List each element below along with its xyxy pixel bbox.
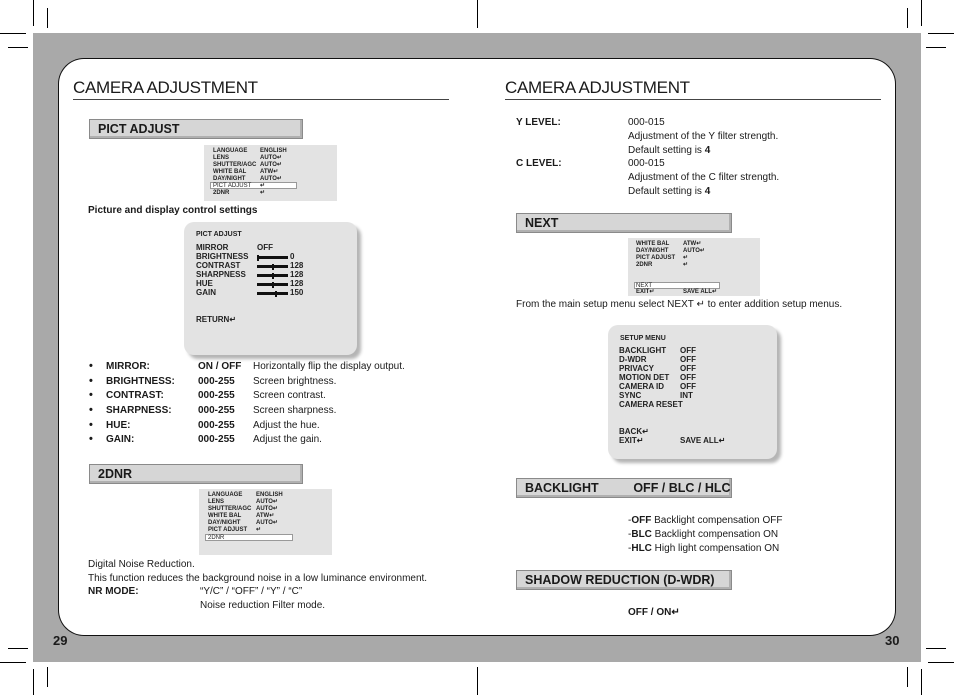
osd-value: AUTO↵ (260, 155, 282, 161)
option-code: OFF (631, 515, 652, 526)
osd-label: SHUTTER/AGC (213, 162, 257, 168)
osd-value: ENGLISH (260, 148, 287, 154)
nr-mode-label: NR MODE: (88, 586, 139, 597)
osd-label: SYNC (619, 391, 642, 400)
crop-mark (477, 0, 478, 28)
osd-label: WHITE BAL (636, 241, 670, 247)
c-level-desc: Adjustment of the C filter strength. (628, 172, 780, 183)
osd-value: 128 (290, 279, 304, 288)
osd-main-menu-screenshot (204, 145, 337, 201)
osd-value: INT (680, 391, 693, 400)
bullet-desc: Adjust the hue. (253, 420, 320, 431)
osd-label: HUE (196, 279, 213, 288)
osd-value: AUTO↵ (256, 499, 278, 505)
backlight-option-off: -OFF Backlight compensation OFF (628, 515, 783, 526)
osd-label: WHITE BAL (213, 169, 247, 175)
crop-mark (33, 0, 34, 26)
bullet-label: GAIN: (106, 434, 135, 445)
osd-value: OFF (680, 346, 696, 355)
bullet-desc: Adjust the gain. (253, 434, 322, 445)
osd-value: ATW↵ (683, 241, 702, 247)
bullet-dot: • (89, 433, 93, 445)
dnr-description-line2: This function reduces the background noise in a low luminance environment. (88, 573, 428, 584)
osd-label: CAMERA ID (619, 382, 665, 391)
osd-value: ↵ (683, 262, 689, 268)
dnr-description-line1: Digital Noise Reduction. (88, 559, 195, 570)
section-header-2dnr: 2DNR (89, 464, 303, 484)
y-level-label: Y LEVEL: (516, 117, 561, 128)
osd-value: 128 (290, 270, 304, 279)
option-desc: Backlight compensation ON (651, 529, 779, 540)
nr-mode-desc: Noise reduction Filter mode. (200, 600, 326, 611)
bullet-label: CONTRAST: (106, 390, 164, 401)
nr-mode-values: “Y/C” / “OFF” / “Y” / “C” (200, 586, 303, 597)
osd-value: OFF (680, 355, 696, 364)
bullet-desc: Horizontally flip the display output. (253, 361, 405, 372)
bullet-dot: • (89, 375, 93, 387)
bullet-dot: • (89, 419, 93, 431)
osd-label: WHITE BAL (208, 513, 242, 519)
osd-value: OFF (680, 364, 696, 373)
bullet-label: HUE: (106, 420, 131, 431)
y-level-range: 000-015 (628, 117, 665, 128)
osd-title: SETUP MENU (620, 335, 666, 342)
title-rule (73, 99, 449, 100)
osd-value: AUTO↵ (256, 520, 278, 526)
c-level-range: 000-015 (628, 158, 665, 169)
osd-save-all: SAVE ALL↵ (683, 289, 718, 295)
hue-slider (257, 283, 288, 286)
osd-value: AUTO↵ (260, 162, 282, 168)
y-level-desc: Adjustment of the Y filter strength. (628, 131, 779, 142)
osd-next: NEXT (636, 283, 653, 289)
osd-value: OFF (257, 243, 273, 252)
page-title: CAMERA ADJUSTMENT (73, 78, 258, 97)
bullet-range: 000-255 (198, 390, 235, 401)
osd-exit: EXIT↵ (636, 289, 655, 295)
osd-value: ↵ (683, 255, 689, 261)
osd-label: LENS (213, 155, 230, 161)
bullet-range: ON / OFF (198, 361, 242, 372)
osd-label: SHUTTER/AGC (208, 506, 252, 512)
osd-value: 128 (290, 261, 304, 270)
osd-value: ↵ (256, 527, 262, 533)
osd-label: 2DNR (213, 190, 230, 196)
bullet-label: BRIGHTNESS: (106, 376, 175, 387)
option-desc: Backlight compensation OFF (651, 515, 783, 526)
osd-label: DAY/NIGHT (636, 248, 669, 254)
osd-label: GAIN (196, 288, 216, 297)
osd-value: 0 (290, 252, 295, 261)
bullet-desc: Screen brightness. (253, 376, 337, 387)
crop-mark (8, 648, 28, 649)
osd-back: BACK↵ (619, 427, 649, 436)
shadow-reduction-value: OFF / ON↵ (628, 607, 680, 618)
bullet-dot: • (89, 360, 93, 372)
osd-value: ↵ (260, 190, 266, 196)
next-caption: From the main setup menu select NEXT ↵ to enter addition setup menus. (516, 299, 843, 310)
option-desc: High light compensation ON (651, 543, 780, 554)
crop-mark (926, 47, 946, 48)
crop-mark (907, 667, 908, 687)
bullet-range: 000-255 (198, 420, 235, 431)
osd-save-all: SAVE ALL↵ (680, 436, 726, 445)
section-header-shadow-reduction: SHADOW REDUCTION (D-WDR) (516, 570, 732, 590)
bullet-dot: • (89, 389, 93, 401)
bullet-range: 000-255 (198, 434, 235, 445)
osd-value: OFF (680, 373, 696, 382)
osd-title: PICT ADJUST (196, 231, 242, 238)
osd-next-menu-screenshot (628, 238, 760, 296)
osd-label: DAY/NIGHT (208, 520, 241, 526)
osd-label: LANGUAGE (213, 148, 248, 154)
crop-mark (33, 669, 34, 695)
osd-label: LENS (208, 499, 225, 505)
backlight-option-hlc: -HLC High light compensation ON (628, 543, 780, 554)
bullet-desc: Screen contrast. (253, 390, 326, 401)
crop-mark (47, 667, 48, 687)
osd-label: BACKLIGHT (619, 346, 667, 355)
default-prefix: Default setting is (628, 186, 705, 197)
option-code: HLC (631, 543, 652, 554)
page-title: CAMERA ADJUSTMENT (505, 78, 690, 97)
page-number: 29 (53, 633, 68, 648)
sharpness-slider (257, 274, 288, 277)
contrast-slider (257, 265, 288, 268)
osd-label: 2DNR (208, 535, 225, 541)
crop-mark (0, 33, 26, 34)
crop-mark (928, 662, 954, 663)
y-level-default (628, 145, 710, 156)
osd-pict-adjust-screenshot (184, 222, 357, 355)
osd-return: RETURN↵ (196, 315, 237, 324)
osd-label: PICT ADJUST (213, 183, 252, 189)
bullet-label: SHARPNESS: (106, 405, 172, 416)
crop-mark (477, 667, 478, 695)
crop-mark (926, 648, 946, 649)
bullet-label: MIRROR: (106, 361, 150, 372)
c-level-label: C LEVEL: (516, 158, 562, 169)
osd-value: ENGLISH (256, 492, 283, 498)
osd-value: AUTO↵ (256, 506, 278, 512)
brightness-slider (257, 256, 288, 259)
crop-mark (8, 47, 28, 48)
backlight-option-blc: -BLC Backlight compensation ON (628, 529, 779, 540)
default-value: 4 (704, 145, 711, 156)
osd-label: LANGUAGE (208, 492, 243, 498)
crop-mark (921, 0, 922, 26)
osd-label: CAMERA RESET (619, 400, 683, 409)
pict-adjust-caption: Picture and display control settings (88, 205, 258, 216)
gain-slider (257, 292, 288, 295)
default-value: 4 (704, 186, 711, 197)
osd-label: PICT ADJUST (208, 527, 248, 533)
osd-label: DAY/NIGHT (213, 176, 246, 182)
section-header-pict-adjust: PICT ADJUST (89, 119, 303, 139)
section-header-backlight: BACKLIGHT OFF / BLC / HLC (516, 478, 732, 498)
crop-mark (47, 8, 48, 28)
c-level-default (628, 186, 710, 197)
crop-mark (907, 8, 908, 28)
osd-label: PICT ADJUST (636, 255, 676, 261)
bullet-dot: • (89, 404, 93, 416)
crop-mark (928, 33, 954, 34)
osd-value: ATW↵ (256, 513, 275, 519)
osd-label: 2DNR (636, 262, 653, 268)
osd-label: MOTION DET (619, 373, 670, 382)
bullet-range: 000-255 (198, 376, 235, 387)
title-rule (505, 99, 881, 100)
osd-label: CONTRAST (196, 261, 241, 270)
osd-value: OFF (680, 382, 696, 391)
osd-value: AUTO↵ (260, 176, 282, 182)
default-prefix: Default setting is (628, 145, 705, 156)
osd-value: ATW↵ (260, 169, 279, 175)
osd-label: D-WDR (619, 355, 647, 364)
osd-value: AUTO↵ (683, 248, 705, 254)
osd-label: PRIVACY (619, 364, 654, 373)
osd-label: SHARPNESS (196, 270, 246, 279)
osd-exit: EXIT↵ (619, 436, 644, 445)
page-number: 30 (885, 633, 900, 648)
section-header-next: NEXT (516, 213, 732, 233)
crop-mark (921, 669, 922, 695)
osd-label: BRIGHTNESS (196, 252, 249, 261)
option-code: BLC (631, 529, 652, 540)
crop-mark (0, 662, 26, 663)
osd-main-menu-2dnr-screenshot (199, 489, 332, 555)
bullet-range: 000-255 (198, 405, 235, 416)
osd-setup-menu-screenshot (608, 325, 777, 459)
osd-label: MIRROR (196, 243, 229, 252)
bullet-desc: Screen sharpness. (253, 405, 337, 416)
osd-value: 150 (290, 288, 304, 297)
osd-value: ↵ (260, 183, 266, 189)
